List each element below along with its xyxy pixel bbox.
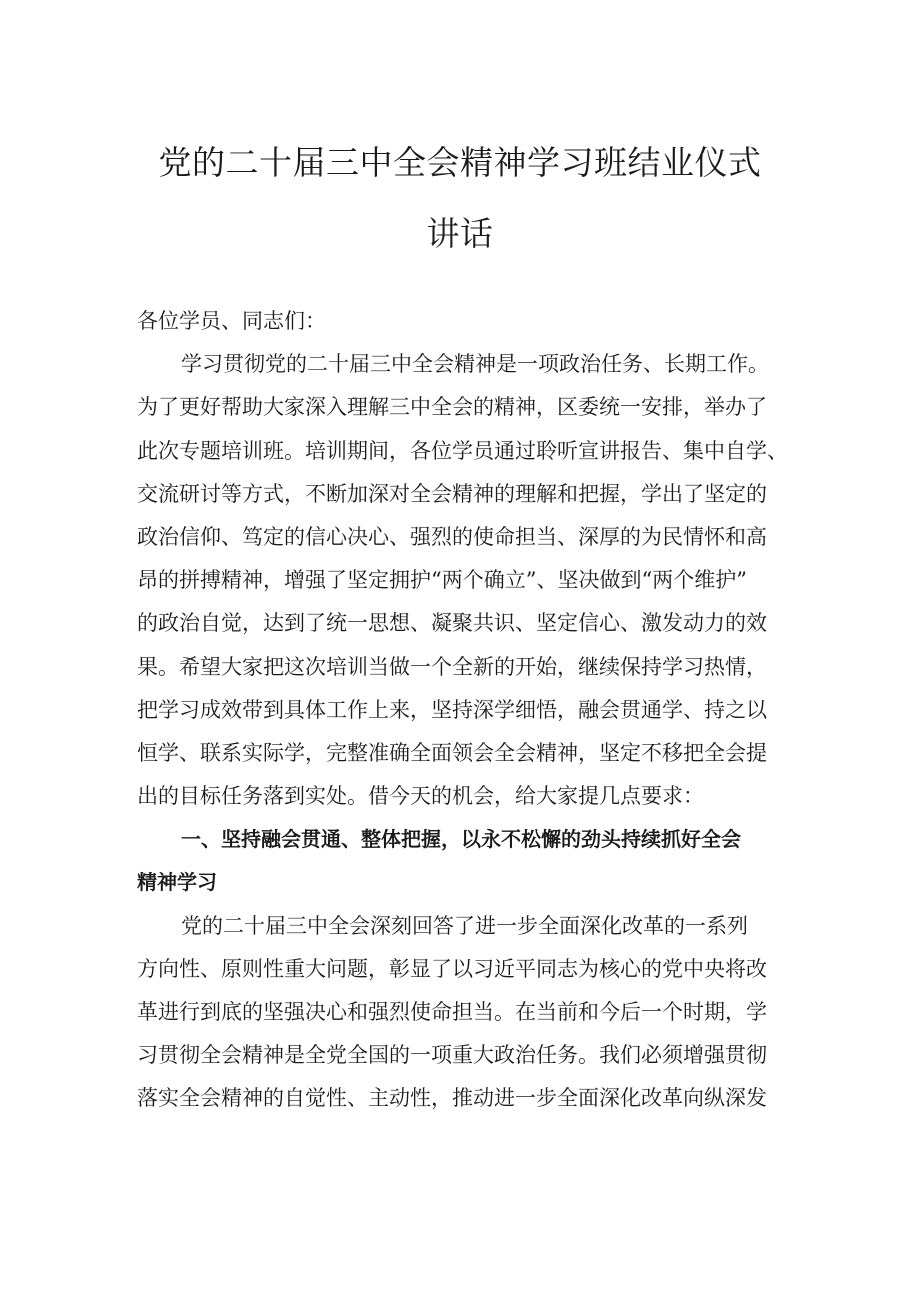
paragraph-line: 革进行到底的坚强决心和强烈使命担当。在当前和今后一个时期，学 — [137, 1000, 767, 1024]
paragraph-line: 政治信仰、笃定的信心决心、强烈的使命担当、深厚的为民情怀和高 — [137, 524, 767, 549]
heading-line: 精神学习 — [137, 870, 217, 895]
section-heading-1 — [137, 818, 797, 904]
salutation: 各位学员、同志们： — [137, 309, 326, 333]
paragraph-line: 落实全会精神的自觉性、主动性，推动进一步全面深化改革向纵深发 — [137, 1086, 767, 1111]
paragraph-2 — [137, 905, 797, 1121]
paragraph-line: 为了更好帮助大家深入理解三中全会的精神，区委统一安排，举办了 — [137, 395, 767, 420]
paragraph-line: 把学习成效带到具体工作上来，坚持深学细悟，融会贯通学、持之以 — [137, 697, 767, 722]
paragraph-1 — [137, 343, 797, 818]
document-title-line-1: 党的二十届三中全会精神学习班结业仪式 — [158, 143, 762, 182]
paragraph-line: 出的目标任务落到实处。借今天的机会，给大家提几点要求： — [137, 784, 704, 809]
paragraph-line: 昂的拼搏精神，增强了坚定拥护“两个确立”、坚决做到“两个维护” — [137, 568, 747, 593]
paragraph-line: 党的二十届三中全会深刻回答了进一步全面深化改革的一系列 — [181, 913, 748, 938]
document-title-line-2: 讲话 — [426, 214, 494, 253]
paragraph-line: 此次专题培训班。培训期间，各位学员通过聆听宣讲报告、集中自学、 — [137, 438, 788, 463]
paragraph-line: 恒学、联系实际学，完整准确全面领会全会精神，坚定不移把全会提 — [137, 740, 767, 765]
paragraph-line: 的政治自觉，达到了统一思想、凝聚共识、坚定信心、激发动力的效 — [137, 611, 767, 636]
paragraph-line: 学习贯彻党的二十届三中全会精神是一项政治任务、长期工作。 — [181, 352, 769, 377]
paragraph-line: 方向性、原则性重大问题，彰显了以习近平同志为核心的党中央将改 — [137, 956, 767, 981]
paragraph-line: 习贯彻全会精神是全党全国的一项重大政治任务。我们必须增强贯彻 — [137, 1043, 767, 1068]
paragraph-line: 交流研讨等方式，不断加深对全会精神的理解和把握，学出了坚定的 — [137, 481, 767, 506]
document-body — [137, 300, 797, 1121]
paragraph-line: 果。希望大家把这次培训当做一个全新的开始，继续保持学习热情， — [137, 654, 767, 679]
heading-line: 一、坚持融会贯通、整体把握，以永不松懈的劲头持续抓好全会 — [181, 827, 741, 852]
